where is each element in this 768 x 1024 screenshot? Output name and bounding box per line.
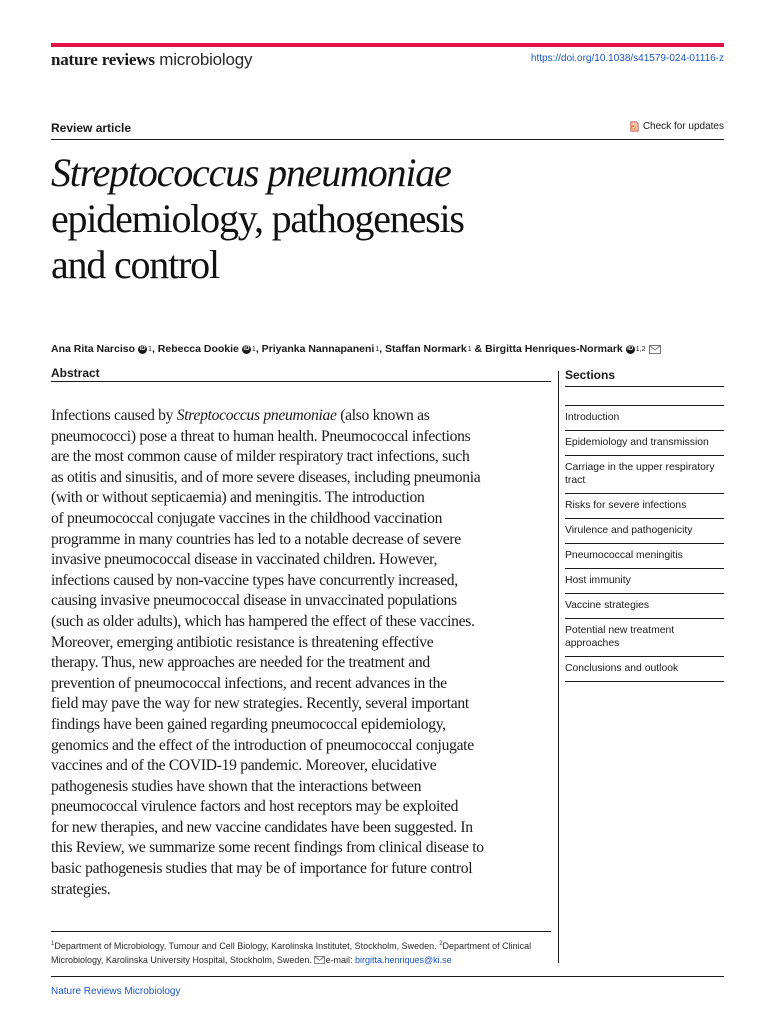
abstract-line: vaccines and of the COVID-19 pandemic. Moreover, elucidative [51, 757, 437, 775]
abstract-heading-rule [51, 381, 551, 382]
author-list [51, 343, 661, 355]
title-line-3: and control [51, 242, 219, 287]
author-name: Priyanka Nannapaneni [261, 343, 375, 355]
footer-rule [51, 976, 724, 977]
abstract-line: (such as older adults), which has hampered the effect of these vaccines. [51, 612, 475, 630]
abstract-line: basic pathogenesis studies that may be of importance for future control [51, 860, 473, 878]
affiliation-marker: 1,2 [635, 345, 646, 353]
section-link-conclusions[interactable]: Conclusions and outlook [565, 656, 724, 682]
section-link-host-immunity[interactable]: Host immunity [565, 568, 724, 593]
journal-logo-light: microbiology [154, 50, 253, 69]
title-species: Streptococcus pneumoniae [51, 150, 451, 195]
sections-heading-rule [565, 386, 724, 387]
article-type: Review article [51, 121, 132, 135]
section-link-carriage[interactable]: Carriage in the upper respiratory tract [565, 455, 724, 493]
abstract-line: of pneumococcal conjugate vaccines in the childhood vaccination [51, 509, 443, 527]
footnote-rule [51, 931, 551, 932]
abstract-line: invasive pneumococcal disease in vaccinated children. However, [51, 551, 438, 569]
check-for-updates-button[interactable] [629, 121, 724, 132]
abstract-line: field may pave the way for new strategies. Recently, several important [51, 695, 469, 713]
journal-logo [51, 50, 252, 70]
abstract-line: genomics and the effect of the introduction of pneumococcal conjugate [51, 736, 474, 754]
author-name: Staffan Normark [385, 343, 467, 355]
author-name: Rebecca Dookie [157, 343, 239, 355]
affiliation-number: 1 [51, 941, 55, 947]
author-name: Ana Rita Narciso [51, 343, 136, 355]
author[interactable] [485, 343, 645, 355]
author-name: Birgitta Henriques-Normark [485, 343, 623, 355]
abstract-line: Moreover, emerging antibiotic resistance is threatening effective [51, 633, 434, 651]
section-link-meningitis[interactable]: Pneumococcal meningitis [565, 543, 724, 568]
email-label: e-mail: [325, 955, 355, 965]
affiliation-number: 2 [439, 941, 443, 947]
author-separator: & [471, 343, 486, 355]
check-updates-icon [629, 121, 640, 132]
section-link-risks[interactable]: Risks for severe infections [565, 493, 724, 518]
sections-heading: Sections [565, 368, 616, 382]
abstract-line: are the most common cause of milder respiratory tract infections, such [51, 448, 470, 466]
abstract-line: Infections caused by Streptococcus pneumoniae (also known as [51, 407, 430, 424]
abstract-line: (with or without septicaemia) and meningitis. The introduction [51, 489, 425, 507]
section-link-virulence[interactable]: Virulence and pathogenicity [565, 518, 724, 543]
abstract-line: findings have been gained regarding pneumococcal epidemiology, [51, 715, 446, 733]
abstract-line: for new therapies, and new vaccine candidates have been suggested. In [51, 818, 473, 836]
affiliation-marker: 1 [251, 345, 256, 353]
section-link-epidemiology[interactable]: Epidemiology and transmission [565, 430, 724, 455]
author[interactable] [51, 343, 152, 355]
article-title [51, 150, 731, 288]
abstract-line: prevention of pneumococcal infections, and recent advances in the [51, 674, 447, 692]
journal-color-bar [51, 43, 724, 47]
abstract-line: pneumococcal virulence factors and host receptors may be exploited [51, 798, 459, 816]
abstract-line: infections caused by non-vaccine types have concurrently increased, [51, 571, 458, 589]
orcid-icon[interactable]: iD [627, 345, 634, 352]
affiliations-footnote [51, 937, 556, 967]
abstract-line: therapy. Thus, new approaches are needed for the treatment and [51, 654, 430, 672]
column-divider [558, 371, 559, 963]
abstract-line: this Review, we summarize some recent findings from clinical disease to [51, 839, 484, 857]
section-link-new-treatments[interactable]: Potential new treatment approaches [565, 618, 724, 656]
sections-nav [565, 405, 724, 682]
abstract-text [51, 406, 551, 900]
abstract-line: pneumococci) pose a threat to human health. Pneumococcal infections [51, 427, 471, 445]
author[interactable] [262, 343, 380, 355]
section-link-vaccine-strategies[interactable]: Vaccine strategies [565, 593, 724, 618]
author[interactable] [158, 343, 256, 355]
email-link[interactable]: birgitta.henriques@ki.se [354, 955, 452, 965]
affiliation-marker: 1 [467, 345, 472, 353]
abstract-line: pathogenesis studies have shown that the interactions between [51, 777, 422, 795]
affiliation-2: Department of Clinical Microbiology, Karolinska University Hospital, Stockholm, Sweden. [51, 941, 532, 965]
affiliation-marker: 1 [375, 345, 380, 353]
mail-icon [314, 956, 325, 964]
abstract-line: programme in many countries has led to a notable decrease of severe [51, 530, 461, 548]
journal-logo-bold: nature reviews [51, 50, 155, 69]
species-name: Streptococcus pneumoniae [176, 407, 337, 424]
check-updates-label: Check for updates [642, 121, 724, 132]
mail-icon[interactable] [649, 345, 661, 354]
author-separator: , [379, 343, 386, 355]
abstract-heading: Abstract [51, 366, 100, 380]
author-separator: , [151, 343, 158, 355]
section-link-introduction[interactable]: Introduction [565, 405, 724, 430]
author-separator: , [255, 343, 262, 355]
abstract-line: as otitis and sinusitis, and of more severe diseases, including pneumonia [51, 468, 481, 486]
title-line-2: epidemiology, pathogenesis [51, 196, 464, 241]
footer-journal-name: Nature Reviews Microbiology [51, 986, 181, 997]
abstract-line: causing invasive pneumococcal disease in unvaccinated populations [51, 592, 457, 610]
affiliation-1: Department of Microbiology, Tumour and Cell Biology, Karolinska Institutet, Stockholm, Sweden. [54, 941, 440, 951]
orcid-icon[interactable]: iD [243, 345, 250, 352]
author[interactable] [385, 343, 472, 355]
orcid-icon[interactable]: iD [139, 345, 146, 352]
header-rule [51, 139, 724, 140]
abstract-line: strategies. [51, 880, 111, 898]
affiliation-marker: 1 [148, 345, 152, 353]
doi-link[interactable]: https://doi.org/10.1038/s41579-024-01116-z [530, 53, 724, 64]
